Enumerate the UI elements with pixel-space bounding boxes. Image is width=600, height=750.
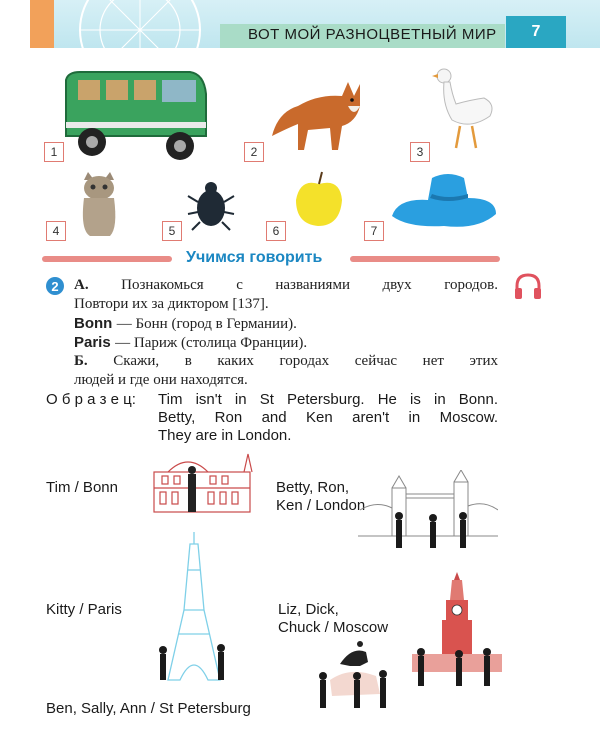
goose-icon [430, 64, 500, 156]
exercise-b-text2: людей и где они находятся. [74, 372, 248, 388]
exercise-b-label: Б. [74, 353, 88, 369]
section-bar-right [350, 256, 500, 262]
exercise-a-line1 [74, 276, 498, 295]
van-icon [48, 66, 210, 164]
apple-icon [292, 168, 346, 230]
fox-icon [268, 66, 364, 156]
exercise-b-line1 [74, 352, 498, 371]
exercise-b-text1: Скажи, в каких городах сейчас нет этих [113, 353, 499, 369]
exercise-number: 2 [46, 277, 64, 295]
london-bridge-icon [358, 470, 498, 552]
picture-number: 7 [364, 221, 384, 241]
headphones-icon[interactable] [513, 272, 543, 300]
page-header-title: ВОТ МОЙ РАЗНОЦВЕТНЫЙ МИР [248, 26, 497, 43]
exercise-a-label: А. [74, 277, 89, 293]
bronze-horseman-icon [310, 636, 396, 712]
bonn-word: Bonn [74, 315, 113, 332]
exercise-a-text2: Повтори их за диктором [137]. [74, 296, 269, 312]
kitten-icon [76, 170, 122, 240]
city-label-betty-1: Betty, Ron, [276, 479, 350, 496]
picture-number: 4 [46, 221, 66, 241]
sample-line1: Tim isn't in St Petersburg. He is in Bonn. [158, 391, 498, 408]
picture-number: 6 [266, 221, 286, 241]
header-accent [30, 0, 54, 48]
kremlin-tower-icon [412, 566, 502, 690]
picture-number: 1 [44, 142, 64, 162]
hat-icon [388, 168, 500, 232]
picture-number: 3 [410, 142, 430, 162]
picture-number: 5 [162, 221, 182, 241]
section-title: Учимся говорить [186, 249, 323, 266]
paris-definition: — Париж (столица Франции). [115, 335, 308, 351]
city-label-tim: Tim / Bonn [46, 479, 118, 496]
bonn-definition: — Бонн (город в Германии). [116, 316, 297, 332]
city-label-liz-2: Chuck / Moscow [278, 619, 389, 636]
beetle-icon [186, 176, 236, 232]
eiffel-tower-icon [154, 530, 234, 690]
city-label-liz-1: Liz, Dick, [278, 601, 339, 618]
paris-word: Paris [74, 334, 111, 351]
city-label-ben: Ben, Sally, Ann / St Petersburg [46, 700, 251, 717]
sample-line2: Betty, Ron and Ken aren't in Moscow. [158, 409, 498, 426]
picture-number: 2 [244, 142, 264, 162]
section-bar-left [42, 256, 172, 262]
bonn-line [74, 314, 498, 334]
exercise-a-text1: Познакомься с названиями двух городов. [121, 277, 499, 293]
sample-line3: They are in London. [158, 427, 292, 444]
paris-line [74, 333, 498, 353]
city-label-kitty: Kitty / Paris [46, 601, 122, 618]
page-number: 7 [506, 16, 566, 48]
city-label-betty-2: Ken / London [276, 497, 366, 514]
bonn-building-icon [148, 448, 262, 518]
sample-label: О б р а з е ц: [46, 391, 136, 408]
